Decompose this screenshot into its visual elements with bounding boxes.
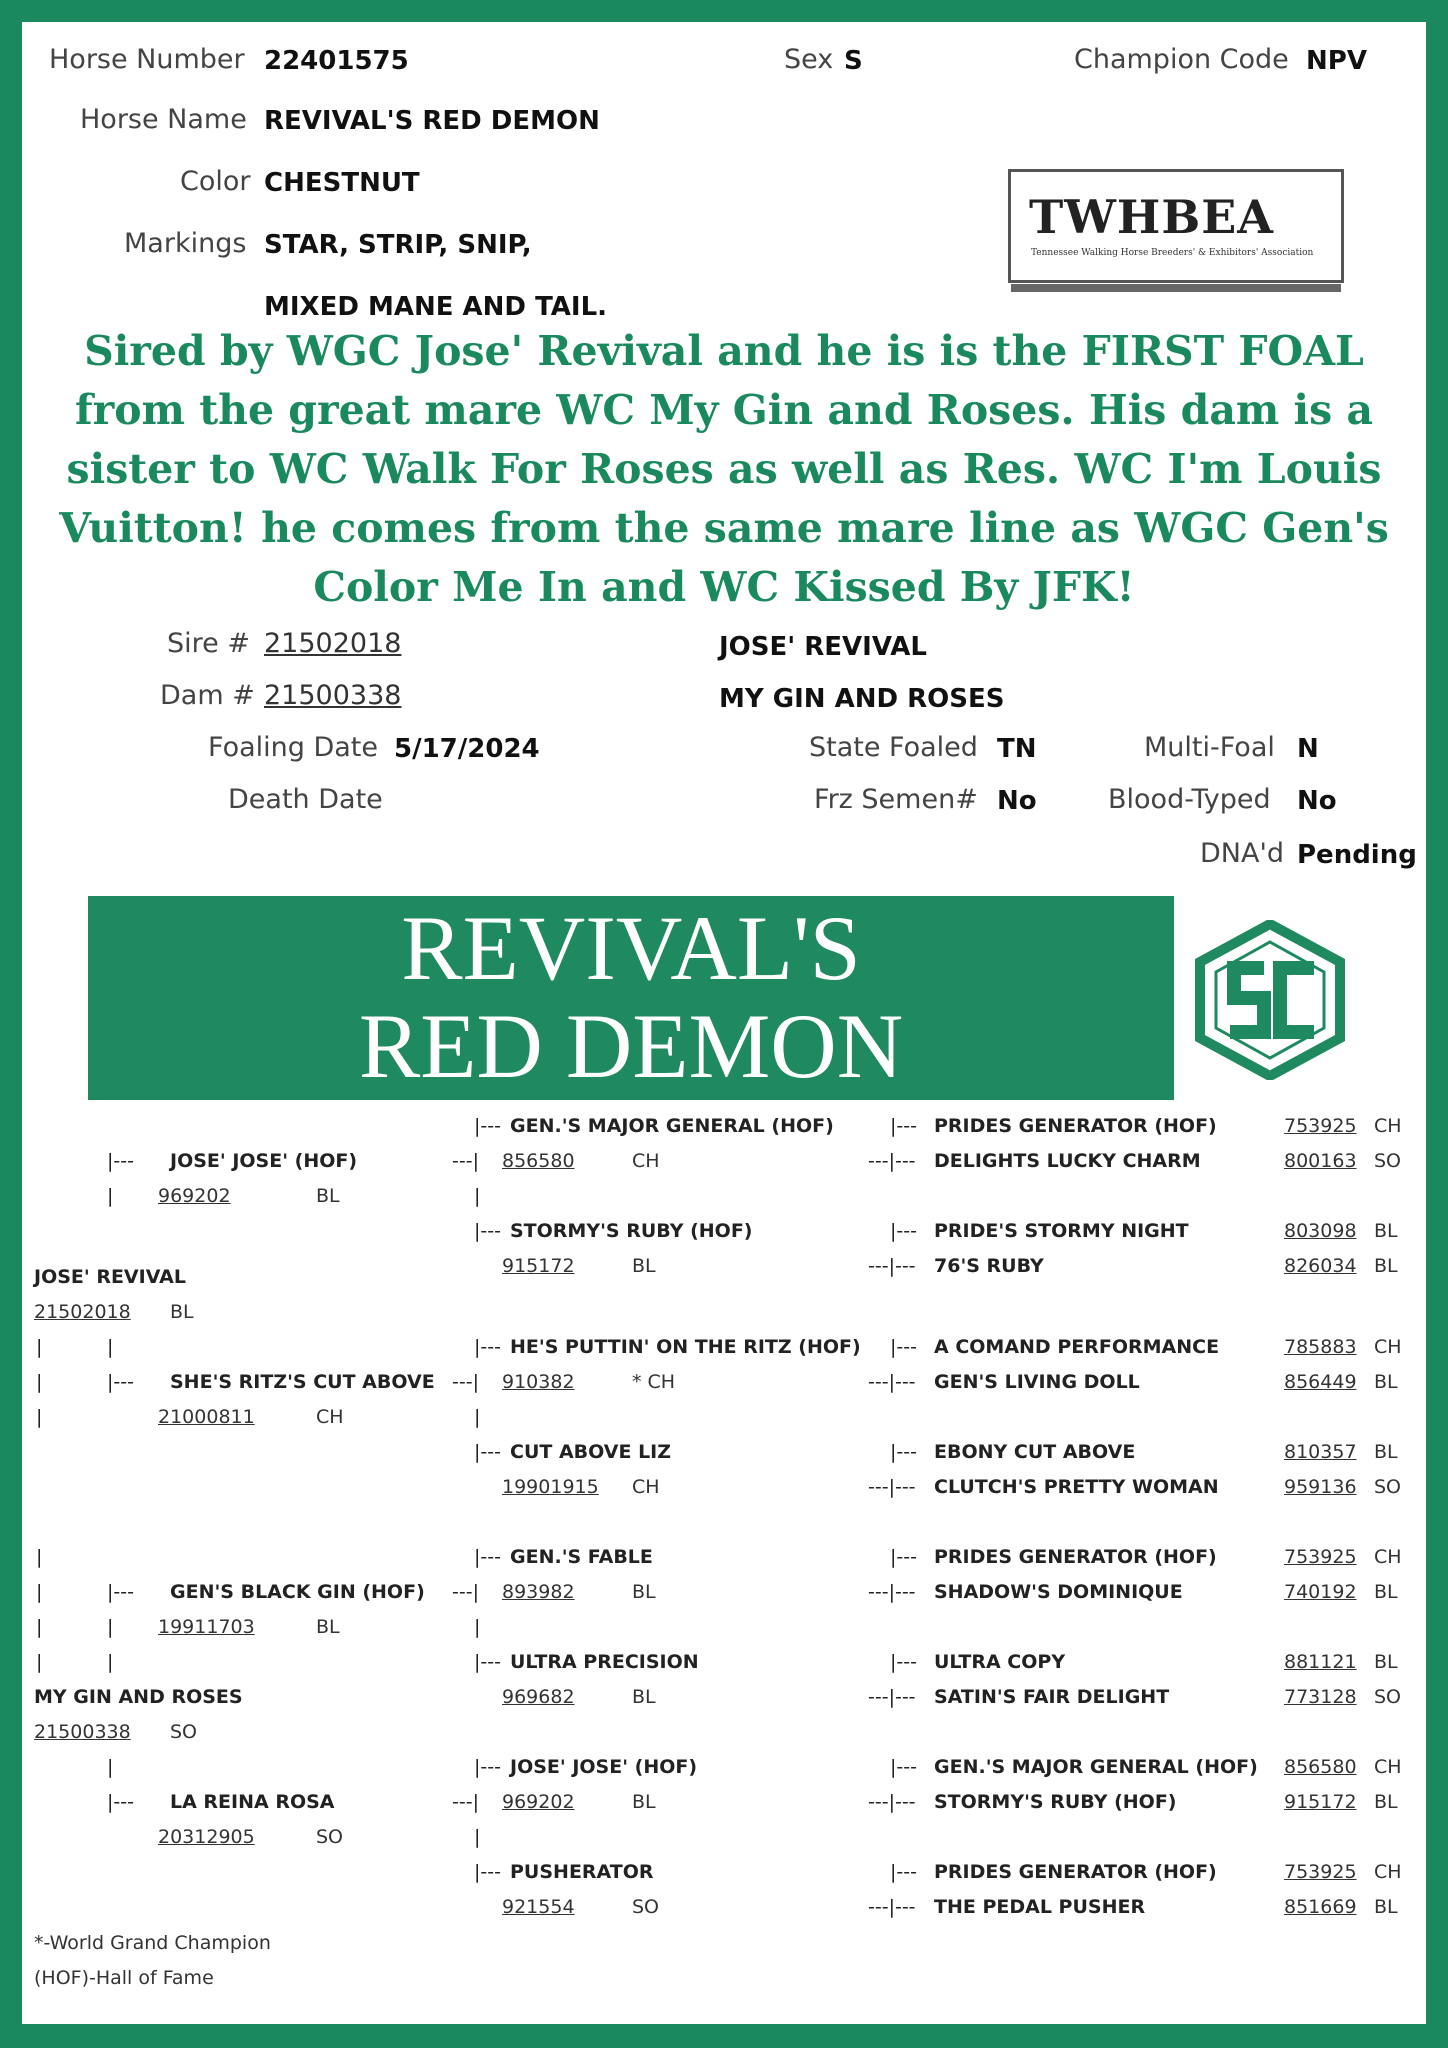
connector-join-branch: ---|--- [868, 1255, 916, 1277]
foaling-date-label: Foaling Date [208, 732, 379, 763]
pedigree-g2-name: JOSE' JOSE' (HOF) [170, 1150, 358, 1172]
headline-text: Sired by WGC Jose' Revival and he is is the FIRST FOAL from the great mare WC My Gin and Roses. His dam is a sister to WC Walk For Roses as well as Res. WC I'm Louis Vuitton! he comes from the same mare line as WGC Gen's Color Me In and WC Kissed By JFK! [59, 327, 1389, 611]
logo-underbar [1011, 284, 1341, 292]
connector-branch: |--- [474, 1441, 501, 1463]
pedigree-g3-number[interactable]: 969682 [502, 1686, 575, 1708]
pedigree-g4-number[interactable]: 856580 [1284, 1756, 1357, 1778]
pedigree-g4-name: STORMY'S RUBY (HOF) [934, 1791, 1177, 1813]
pedigree-g3-number[interactable]: 856580 [502, 1150, 575, 1172]
connector-bar: | [36, 1371, 43, 1393]
pedigree-g4-color: SO [1374, 1686, 1402, 1708]
connector-join-branch: ---|--- [868, 1150, 916, 1172]
connector-branch: |--- [107, 1791, 134, 1813]
connector-branch: |--- [890, 1546, 917, 1568]
pedigree-g3-color: BL [632, 1791, 656, 1813]
connector-join-branch: ---|--- [868, 1581, 916, 1603]
pedigree-g3-name: PUSHERATOR [510, 1861, 654, 1883]
pedigree-g4-color: SO [1374, 1150, 1402, 1172]
footnote-wgc: *-World Grand Champion [34, 1932, 271, 1954]
pedigree-g3-color: CH [632, 1476, 660, 1498]
pedigree-g4-color: BL [1374, 1255, 1398, 1277]
pedigree-g4-color: BL [1374, 1651, 1398, 1673]
connector-bar: | [36, 1336, 43, 1358]
pedigree-g3-number[interactable]: 969202 [502, 1791, 575, 1813]
horse-number-value: 22401575 [264, 46, 409, 76]
connector-join-branch: ---|--- [868, 1371, 916, 1393]
frz-semen-label: Frz Semen# [814, 784, 978, 815]
connector-branch: |--- [474, 1651, 501, 1673]
sire-number[interactable]: 21502018 [264, 628, 402, 659]
pedigree-g4-color: BL [1374, 1581, 1398, 1603]
horse-number-label: Horse Number [49, 44, 245, 75]
twhbea-logo [1008, 169, 1344, 283]
pedigree-g4-name: 76'S RUBY [934, 1255, 1044, 1277]
pedigree-g2-name: LA REINA ROSA [170, 1791, 335, 1813]
connector-branch: |--- [474, 1546, 501, 1568]
connector-bar: | [474, 1185, 481, 1207]
pedigree-g3-number[interactable]: 915172 [502, 1255, 575, 1277]
connector-branch: |--- [107, 1371, 134, 1393]
sire-name: JOSE' REVIVAL [719, 632, 927, 662]
connector-branch: |--- [890, 1861, 917, 1883]
connector-bar: | [107, 1756, 114, 1778]
pedigree-g4-number[interactable]: 785883 [1284, 1336, 1357, 1358]
pedigree-g4-color: CH [1374, 1336, 1402, 1358]
pedigree-g3-number[interactable]: 893982 [502, 1581, 575, 1603]
connector-branch: |--- [107, 1150, 134, 1172]
connector-join: ---| [452, 1371, 479, 1393]
connector-join-branch: ---|--- [868, 1896, 916, 1918]
pedigree-g4-color: BL [1374, 1791, 1398, 1813]
pedigree-g3-color: CH [632, 1150, 660, 1172]
pedigree-g4-number[interactable]: 810357 [1284, 1441, 1357, 1463]
markings-line1: STAR, STRIP, SNIP, [264, 230, 532, 260]
connector-branch: |--- [890, 1441, 917, 1463]
pedigree-g4-name: SHADOW'S DOMINIQUE [934, 1581, 1183, 1603]
pedigree-g4-number[interactable]: 773128 [1284, 1686, 1357, 1708]
blood-typed-label: Blood-Typed [1108, 784, 1271, 815]
pedigree-g4-name: A COMAND PERFORMANCE [934, 1336, 1220, 1358]
connector-branch: |--- [474, 1220, 501, 1242]
champion-code-label: Champion Code [1074, 44, 1289, 75]
pedigree-g3-color: SO [632, 1896, 660, 1918]
dam-name: MY GIN AND ROSES [719, 684, 1005, 714]
pedigree-g4-color: CH [1374, 1861, 1402, 1883]
pedigree-g2-number[interactable]: 21000811 [158, 1406, 255, 1428]
pedigree-g4-number[interactable]: 803098 [1284, 1220, 1357, 1242]
connector-branch: |--- [474, 1861, 501, 1883]
pedigree-g4-number[interactable]: 800163 [1284, 1150, 1357, 1172]
pedigree-g3-number[interactable]: 921554 [502, 1896, 575, 1918]
pedigree-g2-color: CH [316, 1406, 344, 1428]
dna-label: DNA'd [1200, 838, 1285, 869]
pedigree-g4-name: EBONY CUT ABOVE [934, 1441, 1136, 1463]
connector-bar: | [36, 1406, 43, 1428]
pedigree-g4-name: CLUTCH'S PRETTY WOMAN [934, 1476, 1219, 1498]
connector-join: ---| [452, 1581, 479, 1603]
pedigree-g3-name: STORMY'S RUBY (HOF) [510, 1220, 753, 1242]
connector-branch: |--- [890, 1336, 917, 1358]
horse-name-value: REVIVAL'S RED DEMON [264, 106, 600, 136]
pedigree-g4-color: BL [1374, 1441, 1398, 1463]
connector-bar: | [36, 1616, 43, 1638]
horse-name-banner [88, 896, 1174, 1100]
connector-bar: | [36, 1651, 43, 1673]
connector-join-branch: ---|--- [868, 1476, 916, 1498]
pedigree-g2-name: SHE'S RITZ'S CUT ABOVE [170, 1371, 435, 1393]
pedigree-sheet [22, 22, 1426, 2024]
pedigree-g4-number[interactable]: 959136 [1284, 1476, 1357, 1498]
pedigree-g4-number[interactable]: 740192 [1284, 1581, 1357, 1603]
pedigree-g3-name: JOSE' JOSE' (HOF) [510, 1756, 698, 1778]
pedigree-g4-name: PRIDES GENERATOR (HOF) [934, 1115, 1217, 1137]
pedigree-g3-name: HE'S PUTTIN' ON THE RITZ (HOF) [510, 1336, 861, 1358]
twhbea-logo-subtitle: Tennessee Walking Horse Breeders' & Exhibitors' Association [1031, 248, 1314, 258]
pedigree-g3-color: BL [632, 1255, 656, 1277]
state-foaled-label: State Foaled [809, 732, 978, 763]
pedigree-g4-color: BL [1374, 1896, 1398, 1918]
sex-label: Sex [784, 44, 834, 75]
connector-bar: | [474, 1616, 481, 1638]
blood-typed-value: No [1297, 786, 1337, 816]
pedigree-g4-number[interactable]: 826034 [1284, 1255, 1357, 1277]
pedigree-g4-number[interactable]: 881121 [1284, 1651, 1357, 1673]
pedigree-g2-name: GEN'S BLACK GIN (HOF) [170, 1581, 425, 1603]
pedigree-g2-number[interactable]: 969202 [158, 1185, 231, 1207]
connector-join: ---| [452, 1791, 479, 1813]
multifoal-label: Multi-Foal [1144, 732, 1275, 763]
pedigree-g4-name: SATIN'S FAIR DELIGHT [934, 1686, 1170, 1708]
banner-line-2: RED DEMON [358, 995, 904, 1097]
connector-branch: |--- [890, 1651, 917, 1673]
connector-branch: |--- [107, 1581, 134, 1603]
pedigree-g3-color: BL [632, 1686, 656, 1708]
pedigree-g4-color: BL [1374, 1371, 1398, 1393]
pedigree-g4-number[interactable]: 851669 [1284, 1896, 1357, 1918]
connector-branch: |--- [890, 1115, 917, 1137]
multifoal-value: N [1297, 734, 1319, 764]
connector-branch: |--- [474, 1336, 501, 1358]
pedigree-dam-name: MY GIN AND ROSES [34, 1686, 243, 1708]
pedigree-dam-number[interactable]: 21500338 [34, 1721, 131, 1743]
color-value: CHESTNUT [264, 168, 420, 198]
pedigree-g4-name: GEN'S LIVING DOLL [934, 1371, 1140, 1393]
pedigree-g4-number[interactable]: 753925 [1284, 1861, 1357, 1883]
pedigree-g4-color: CH [1374, 1756, 1402, 1778]
pedigree-g3-name: GEN.'S MAJOR GENERAL (HOF) [510, 1115, 834, 1137]
pedigree-g2-color: BL [316, 1616, 340, 1638]
pedigree-sire-color: BL [170, 1301, 194, 1323]
pedigree-g3-number[interactable]: 19901915 [502, 1476, 599, 1498]
horse-name-label: Horse Name [80, 104, 247, 135]
color-label: Color [180, 166, 251, 197]
connector-bar: | [107, 1616, 114, 1638]
pedigree-g4-number[interactable]: 915172 [1284, 1791, 1357, 1813]
sex-value: S [844, 46, 863, 76]
pedigree-g4-name: ULTRA COPY [934, 1651, 1066, 1673]
connector-bar: | [474, 1406, 481, 1428]
pedigree-sire-number[interactable]: 21502018 [34, 1301, 131, 1323]
pedigree-g4-number[interactable]: 753925 [1284, 1115, 1357, 1137]
death-date-label: Death Date [228, 784, 383, 815]
banner-line-1: REVIVAL'S [401, 897, 861, 999]
connector-branch: |--- [474, 1756, 501, 1778]
pedigree-g3-name: ULTRA PRECISION [510, 1651, 699, 1673]
pedigree-g4-color: CH [1374, 1115, 1402, 1137]
connector-bar: | [36, 1546, 43, 1568]
champion-code-value: NPV [1306, 46, 1367, 76]
pedigree-g3-name: GEN.'S FABLE [510, 1546, 653, 1568]
pedigree-g4-name: THE PEDAL PUSHER [934, 1896, 1146, 1918]
dna-value: Pending [1297, 840, 1417, 870]
pedigree-g4-color: BL [1374, 1220, 1398, 1242]
pedigree-g4-number[interactable]: 753925 [1284, 1546, 1357, 1568]
pedigree-g2-number[interactable]: 19911703 [158, 1616, 255, 1638]
pedigree-g2-color: BL [316, 1185, 340, 1207]
pedigree-g4-name: PRIDES GENERATOR (HOF) [934, 1861, 1217, 1883]
state-foaled-value: TN [997, 734, 1037, 764]
dam-label: Dam # [160, 680, 255, 711]
pedigree-g2-number[interactable]: 20312905 [158, 1826, 255, 1848]
pedigree-g4-name: PRIDE'S STORMY NIGHT [934, 1220, 1189, 1242]
pedigree-g2-color: SO [316, 1826, 344, 1848]
pedigree-g3-number[interactable]: 910382 [502, 1371, 575, 1393]
pedigree-g4-color: SO [1374, 1476, 1402, 1498]
connector-bar: | [36, 1581, 43, 1603]
pedigree-g4-number[interactable]: 856449 [1284, 1371, 1357, 1393]
connector-bar: | [107, 1651, 114, 1673]
pedigree-g3-name: CUT ABOVE LIZ [510, 1441, 672, 1463]
pedigree-g4-color: CH [1374, 1546, 1402, 1568]
pedigree-g3-color: BL [632, 1581, 656, 1603]
markings-label: Markings [124, 228, 247, 259]
footnote-hof: (HOF)-Hall of Fame [34, 1967, 214, 1989]
pedigree-g4-name: PRIDES GENERATOR (HOF) [934, 1546, 1217, 1568]
connector-branch: |--- [474, 1115, 501, 1137]
connector-bar: | [107, 1185, 114, 1207]
pedigree-g4-name: DELIGHTS LUCKY CHARM [934, 1150, 1201, 1172]
connector-bar: | [107, 1336, 114, 1358]
pedigree-g3-color: * CH [632, 1371, 676, 1393]
sc-hexagon-logo [1190, 920, 1350, 1080]
connector-join-branch: ---|--- [868, 1791, 916, 1813]
twhbea-logo-text: TWHBEA [1029, 190, 1274, 244]
pedigree-dam-color: SO [170, 1721, 198, 1743]
connector-branch: |--- [890, 1220, 917, 1242]
pedigree-sire-name: JOSE' REVIVAL [34, 1266, 186, 1288]
markings-line2: MIXED MANE AND TAIL. [264, 292, 608, 322]
sire-label: Sire # [167, 628, 250, 659]
pedigree-g4-name: GEN.'S MAJOR GENERAL (HOF) [934, 1756, 1258, 1778]
foaling-date-value: 5/17/2024 [394, 734, 540, 764]
connector-branch: |--- [890, 1756, 917, 1778]
dam-number[interactable]: 21500338 [264, 680, 402, 711]
frz-semen-value: No [997, 786, 1037, 816]
connector-join: ---| [452, 1150, 479, 1172]
connector-bar: | [474, 1826, 481, 1848]
connector-join-branch: ---|--- [868, 1686, 916, 1708]
